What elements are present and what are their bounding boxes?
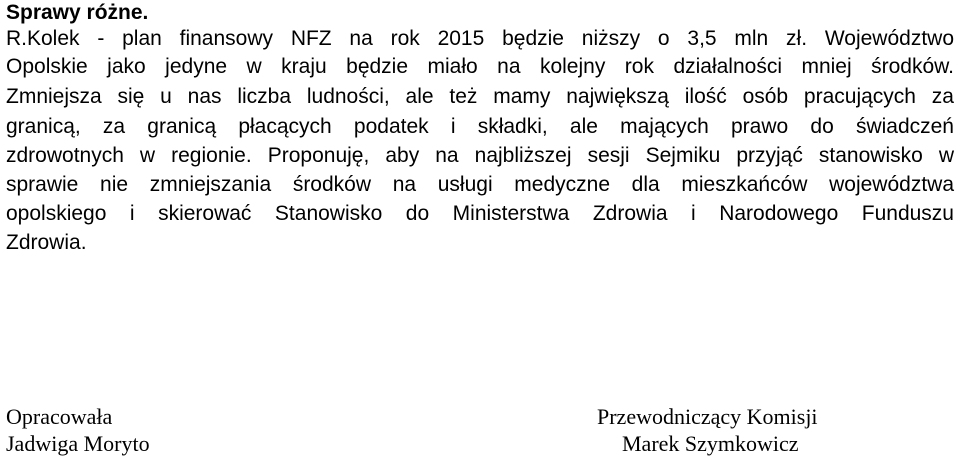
paragraph-line: Zmniejsza się u nas liczba ludności, ale też mamy największą ilość osób pracujących za — [6, 85, 954, 108]
signature-right-role: Przewodniczący Komisji — [597, 404, 818, 429]
paragraph-line: opolskiego i skierować Stanowisko do Ministerstwa Zdrowia i Narodowego Funduszu — [6, 202, 954, 225]
paragraph-line: sprawie nie zmniejszania środków na usługi medyczne dla mieszkańców województwa — [6, 173, 954, 196]
signature-right-name: Marek Szymkowicz — [622, 431, 799, 456]
paragraph-line: granicą, za granicą płacących podatek i składki, ale mających prawo do świadczeń — [6, 115, 954, 138]
paragraph-line: R.Kolek - plan finansowy NFZ na rok 2015 będzie niższy o 3,5 mln zł. Województwo — [6, 27, 954, 50]
section-heading: Sprawy różne. — [6, 1, 149, 24]
paragraph-line: Opolskie jako jedyne w kraju będzie miało na kolejny rok działalności mniej środków. — [6, 55, 954, 78]
signature-left-name: Jadwiga Moryto — [6, 431, 150, 456]
paragraph-line: Zdrowia. — [6, 231, 87, 254]
signature-left-role: Opracowała — [6, 404, 113, 429]
paragraph-line: zdrowotnych w regionie. Proponuję, aby na najbliższej sesji Sejmiku przyjąć stanowisko w — [6, 144, 954, 167]
